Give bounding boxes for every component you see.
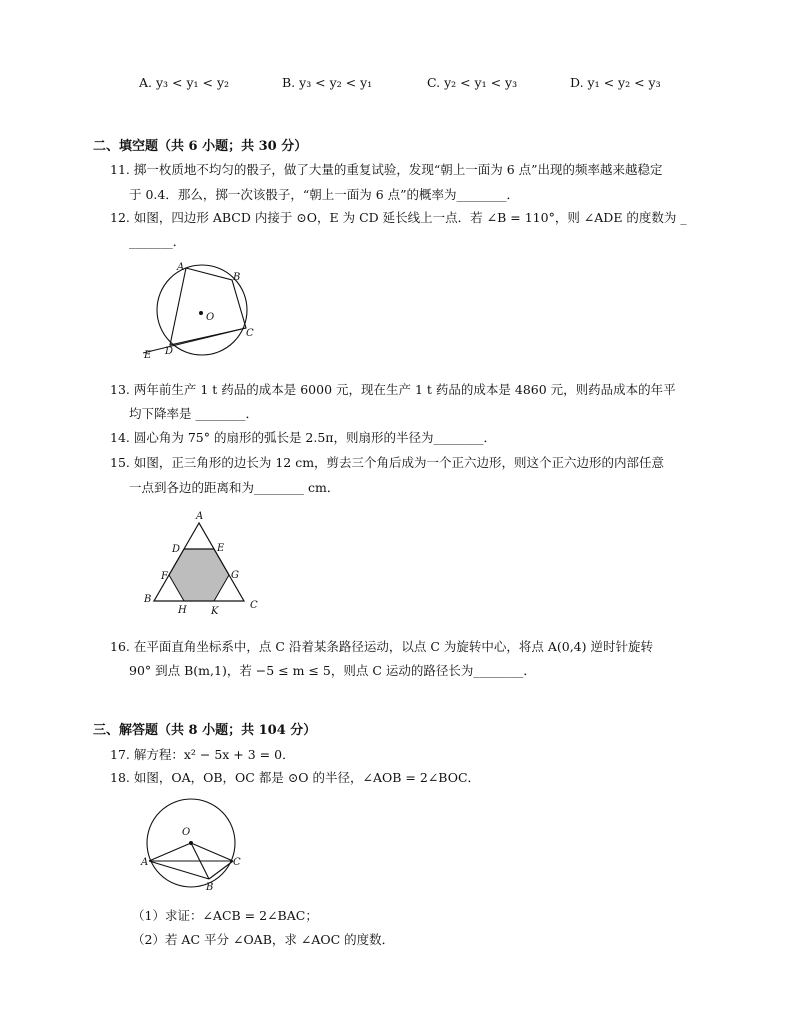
q17-line1: 17. 解方程：x² − 5x + 3 = 0． xyxy=(110,747,295,762)
section-2-title: 二、填空题（共 6 小题；共 30 分） xyxy=(93,139,308,154)
q15-line1: 15. 如图，正三角形的边长为 12 cm，剪去三个角后成为一个正六边形，则这个正六边形的内部任意 xyxy=(110,455,665,470)
q12-label-e: E xyxy=(144,350,152,361)
q12-label-o: O xyxy=(206,312,215,323)
q12-label-b: B xyxy=(233,272,241,283)
q12-label-c: C xyxy=(246,328,254,339)
q15-label-c: C xyxy=(250,600,258,611)
q11-line1: 11. 掷一枚质地不均匀的骰子，做了大量的重复试验，发现“朝上一面为 6 点”出现的频率越来越稳定 xyxy=(110,162,663,177)
q18-label-b: B xyxy=(206,882,214,893)
q15-label-h: H xyxy=(178,605,187,616)
q14-line1: 14. 圆心角为 75° 的扇形的弧长是 2.5π，则扇形的半径为________． xyxy=(110,430,497,445)
q15-label-g: G xyxy=(231,570,239,581)
q18-label-o: O xyxy=(182,827,191,838)
q18-label-c: C xyxy=(233,857,241,868)
q18-line1: 18. 如图，OA，OB，OC 都是 ⊙O 的半径，∠AOB = 2∠BOC． xyxy=(110,770,481,785)
q12-line2: _______． xyxy=(129,234,186,249)
option-a: A. y₃ < y₁ < y₂ xyxy=(139,75,230,90)
option-c: C. y₂ < y₁ < y₃ xyxy=(427,75,518,90)
q15-label-k: K xyxy=(211,606,219,617)
q15-figure xyxy=(140,508,270,618)
q12-label-a: A xyxy=(177,262,185,273)
q16-line1: 16. 在平面直角坐标系中，点 C 沿着某条路径运动，以点 C 为旋转中心，将点 A(0,4) 逆时针旋转 xyxy=(110,639,653,654)
q13-line2: 均下降率是 ________． xyxy=(129,406,258,421)
q12-label-d: D xyxy=(165,346,174,357)
q15-label-e: E xyxy=(217,543,225,554)
q15-label-b: B xyxy=(144,594,152,605)
q16-line2: 90° 到点 B(m,1)，若 −5 ≤ m ≤ 5，则点 C 运动的路径长为________． xyxy=(129,663,536,678)
q15-label-d: D xyxy=(172,544,181,555)
q15-label-a: A xyxy=(196,511,204,522)
section-3-title: 三、解答题（共 8 小题；共 104 分） xyxy=(93,723,317,738)
q15-label-f: F xyxy=(161,571,168,582)
option-d: D. y₁ < y₂ < y₃ xyxy=(570,75,661,90)
option-b: B. y₃ < y₂ < y₁ xyxy=(282,75,373,90)
q12-figure xyxy=(138,258,268,363)
q18-sub2: （2）若 AC 平分 ∠OAB，求 ∠AOC 的度数． xyxy=(132,932,395,947)
q12-line1: 12. 如图，四边形 ABCD 内接于 ⊙O，E 为 CD 延长线上一点．若 ∠B = 110°，则 ∠ADE 的度数为 _ xyxy=(110,210,687,225)
q13-line1: 13. 两年前生产 1 t 药品的成本是 6000 元，现在生产 1 t 药品的成本是 4860 元，则药品成本的年平 xyxy=(110,382,676,397)
q18-label-a: A xyxy=(141,857,149,868)
q18-figure xyxy=(140,795,250,895)
q15-line2: 一点到各边的距离和为________ cm． xyxy=(129,480,340,495)
q11-line2: 于 0.4．那么，掷一次该骰子，“朝上一面为 6 点”的概率为________． xyxy=(129,187,520,202)
q18-sub1: （1）求证：∠ACB = 2∠BAC； xyxy=(132,908,318,923)
